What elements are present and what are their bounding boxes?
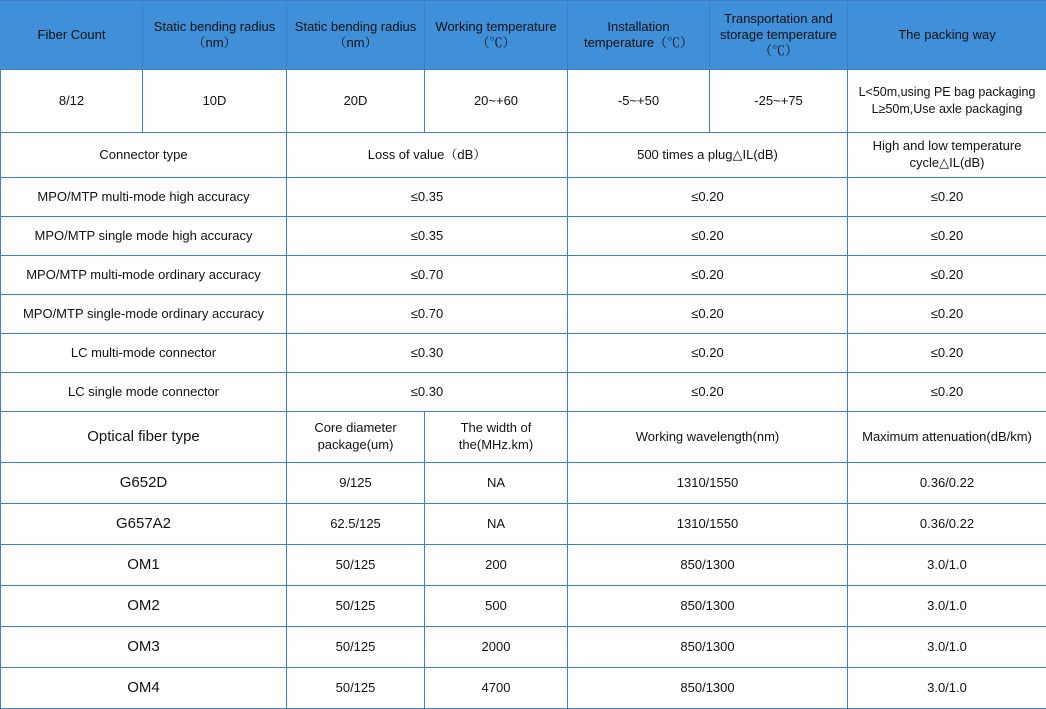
table-row <box>1 373 1046 412</box>
cell-wavelength: 850/1300 <box>568 627 848 668</box>
subheader-optical-fiber-type: Optical fiber type <box>1 412 287 463</box>
cell-loss-value: ≤0.30 <box>287 373 568 412</box>
cell-loss-value: ≤0.35 <box>287 217 568 256</box>
subheader-plug-il: 500 times a plug△IL(dB) <box>568 133 848 178</box>
cell-connector-type: LC single mode connector <box>1 373 287 412</box>
header-static-bending-radius-2: Static bending radius（nm） <box>287 1 425 70</box>
cell-bandwidth: 4700 <box>425 668 568 709</box>
cell-bandwidth: NA <box>425 463 568 504</box>
cell-connector-type: MPO/MTP single mode high accuracy <box>1 217 287 256</box>
table-row <box>1 295 1046 334</box>
cell-fiber-type: OM2 <box>1 586 287 627</box>
table-row <box>1 256 1046 295</box>
cell-packing-way <box>848 70 1046 133</box>
cell-loss-value: ≤0.70 <box>287 295 568 334</box>
subheader-bandwidth: The width of the(MHz.km) <box>425 412 568 463</box>
table-row <box>1 668 1046 709</box>
cell-core-diameter: 50/125 <box>287 586 425 627</box>
subheader-loss-of-value: Loss of value（dB） <box>287 133 568 178</box>
table-row <box>1 463 1046 504</box>
cell-attenuation: 0.36/0.22 <box>848 463 1046 504</box>
cell-plug-il: ≤0.20 <box>568 256 848 295</box>
cell-cycle-il: ≤0.20 <box>848 373 1046 412</box>
packing-line-1: L<50m,using PE bag packaging <box>852 84 1042 101</box>
cell-fiber-type: G652D <box>1 463 287 504</box>
cell-plug-il: ≤0.20 <box>568 295 848 334</box>
subheader-working-wavelength: Working wavelength(nm) <box>568 412 848 463</box>
cell-core-diameter: 62.5/125 <box>287 504 425 545</box>
cell-attenuation: 3.0/1.0 <box>848 545 1046 586</box>
cell-attenuation: 3.0/1.0 <box>848 586 1046 627</box>
table-row <box>1 586 1046 627</box>
table-row <box>1 70 1046 133</box>
cell-bandwidth: 200 <box>425 545 568 586</box>
cell-static-bend-1: 10D <box>143 70 287 133</box>
cell-attenuation: 3.0/1.0 <box>848 668 1046 709</box>
cell-core-diameter: 50/125 <box>287 545 425 586</box>
cell-core-diameter: 9/125 <box>287 463 425 504</box>
cell-fiber-type: OM3 <box>1 627 287 668</box>
cell-cycle-il: ≤0.20 <box>848 256 1046 295</box>
cell-plug-il: ≤0.20 <box>568 334 848 373</box>
header-installation-temperature: Installation temperature（℃） <box>568 1 710 70</box>
table-header-row <box>1 1 1046 70</box>
cell-loss-value: ≤0.30 <box>287 334 568 373</box>
table-row <box>1 627 1046 668</box>
cell-connector-type: MPO/MTP multi-mode ordinary accuracy <box>1 256 287 295</box>
cell-storage-temp: -25~+75 <box>710 70 848 133</box>
table-row <box>1 545 1046 586</box>
header-static-bending-radius-1: Static bending radius（nm） <box>143 1 287 70</box>
cell-fiber-type: OM1 <box>1 545 287 586</box>
loss-section-header-row <box>1 133 1046 178</box>
cell-install-temp: -5~+50 <box>568 70 710 133</box>
cell-core-diameter: 50/125 <box>287 668 425 709</box>
cell-connector-type: MPO/MTP single-mode ordinary accuracy <box>1 295 287 334</box>
fiber-section-header-row <box>1 412 1046 463</box>
cell-cycle-il: ≤0.20 <box>848 217 1046 256</box>
table-row <box>1 217 1046 256</box>
cell-cycle-il: ≤0.20 <box>848 295 1046 334</box>
packing-line-2: L≥50m,Use axle packaging <box>852 101 1042 118</box>
header-working-temperature: Working temperature（℃） <box>425 1 568 70</box>
cell-plug-il: ≤0.20 <box>568 217 848 256</box>
cell-working-temp: 20~+60 <box>425 70 568 133</box>
cell-loss-value: ≤0.70 <box>287 256 568 295</box>
cell-attenuation: 3.0/1.0 <box>848 627 1046 668</box>
cell-connector-type: MPO/MTP multi-mode high accuracy <box>1 178 287 217</box>
cell-core-diameter: 50/125 <box>287 627 425 668</box>
cell-fiber-type: G657A2 <box>1 504 287 545</box>
cell-bandwidth: NA <box>425 504 568 545</box>
cell-fiber-type: OM4 <box>1 668 287 709</box>
cell-connector-type: LC multi-mode connector <box>1 334 287 373</box>
header-transportation-storage-temperature: Transportation and storage temperature（℃） <box>710 1 848 70</box>
subheader-temp-cycle-il: High and low temperature cycle△IL(dB) <box>848 133 1046 178</box>
cell-wavelength: 1310/1550 <box>568 463 848 504</box>
cell-cycle-il: ≤0.20 <box>848 334 1046 373</box>
cell-plug-il: ≤0.20 <box>568 373 848 412</box>
cell-attenuation: 0.36/0.22 <box>848 504 1046 545</box>
cell-wavelength: 850/1300 <box>568 586 848 627</box>
cell-fiber-count: 8/12 <box>1 70 143 133</box>
cell-wavelength: 850/1300 <box>568 545 848 586</box>
table-row <box>1 178 1046 217</box>
table-row <box>1 334 1046 373</box>
cell-wavelength: 850/1300 <box>568 668 848 709</box>
header-fiber-count: Fiber Count <box>1 1 143 70</box>
subheader-core-diameter: Core diameter package(um) <box>287 412 425 463</box>
cell-cycle-il: ≤0.20 <box>848 178 1046 217</box>
cell-loss-value: ≤0.35 <box>287 178 568 217</box>
cell-bandwidth: 2000 <box>425 627 568 668</box>
cell-static-bend-2: 20D <box>287 70 425 133</box>
subheader-connector-type: Connector type <box>1 133 287 178</box>
cell-bandwidth: 500 <box>425 586 568 627</box>
cell-plug-il: ≤0.20 <box>568 178 848 217</box>
table-row <box>1 504 1046 545</box>
cell-wavelength: 1310/1550 <box>568 504 848 545</box>
subheader-max-attenuation: Maximum attenuation(dB/km) <box>848 412 1046 463</box>
header-packing-way: The packing way <box>848 1 1046 70</box>
